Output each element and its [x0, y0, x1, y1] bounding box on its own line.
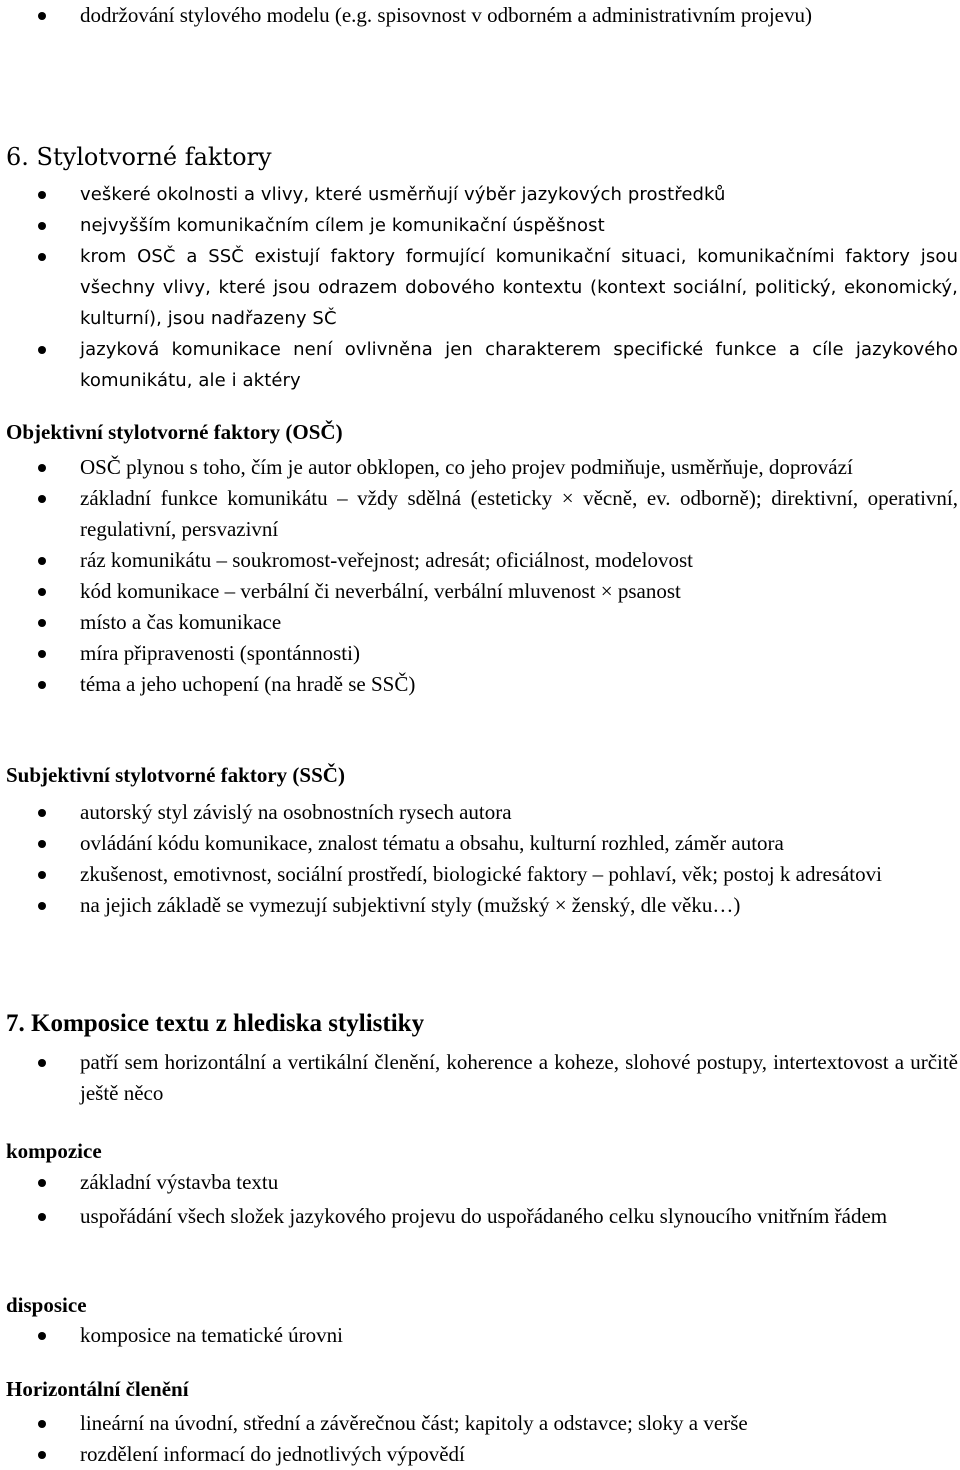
intro-list	[0, 0, 960, 31]
objective-block	[0, 452, 960, 700]
kompozice-block	[0, 1167, 960, 1232]
list-item: rozdělení informací do jednotlivých výpovědí	[0, 1439, 960, 1470]
list-item: veškeré okolnosti a vlivy, které usměrňují výběr jazykových prostředků	[0, 179, 960, 210]
section-6-block	[0, 179, 960, 396]
list-item: komposice na tematické úrovni	[0, 1320, 960, 1351]
list-item: ráz komunikátu – soukromost-veřejnost; adresát; oficiálnost, modelovost	[0, 545, 960, 576]
section-7-number: 7.	[6, 1010, 25, 1037]
list-item: nejvyšším komunikačním cílem je komunikační úspěšnost	[0, 210, 960, 241]
list-item: dodržování stylového modelu (e.g. spisovnost v odborném a administrativním projevu)	[0, 0, 960, 31]
list-item: míra připravenosti (spontánnosti)	[0, 638, 960, 669]
section-7-list	[0, 1047, 960, 1109]
horizontal-heading: Horizontální členění	[6, 1377, 189, 1401]
list-item: OSČ plynou s toho, čím je autor obklopen, co jeho projev podmiňuje, usměrňuje, doprovází	[0, 452, 960, 483]
horizontal-block	[0, 1408, 960, 1470]
list-item: zkušenost, emotivnost, sociální prostředí, biologické faktory – pohlaví, věk; postoj k adresátovi	[0, 859, 960, 890]
section-6-number: 6.	[6, 143, 29, 171]
horizontal-list	[0, 1408, 960, 1470]
list-item: autorský styl závislý na osobnostních rysech autora	[0, 797, 960, 828]
section-6-title: Stylotvorné faktory	[36, 143, 272, 171]
intro-block	[0, 0, 960, 31]
section-7-block	[0, 1047, 960, 1109]
list-item: základní výstavba textu	[0, 1167, 960, 1198]
list-item: kód komunikace – verbální či neverbální, verbální mluvenost × psanost	[0, 576, 960, 607]
list-item: ovládání kódu komunikace, znalost tématu a obsahu, kulturní rozhled, záměr autora	[0, 828, 960, 859]
section-6-list	[0, 179, 960, 396]
subjective-heading: Subjektivní stylotvorné faktory (SSČ)	[6, 763, 345, 787]
subjective-block	[0, 797, 960, 921]
disposice-block	[0, 1320, 960, 1351]
section-7-heading	[6, 1008, 424, 1040]
objective-heading: Objektivní stylotvorné faktory (OSČ)	[6, 420, 343, 444]
disposice-list	[0, 1320, 960, 1351]
list-item: základní funkce komunikátu – vždy sdělná (esteticky × věcně, ev. odborně); direktivní, operativní, regulativní, persvazivní	[0, 483, 960, 545]
list-item: téma a jeho uchopení (na hradě se SSČ)	[0, 669, 960, 700]
subjective-list	[0, 797, 960, 921]
kompozice-heading: kompozice	[6, 1139, 102, 1163]
disposice-heading: disposice	[6, 1293, 87, 1317]
list-item: jazyková komunikace není ovlivněna jen charakterem specifické funkce a cíle jazykového komunikátu, ale i aktéry	[0, 334, 960, 396]
objective-list	[0, 452, 960, 700]
list-item: uspořádání všech složek jazykového projevu do uspořádaného celku slynoucího vnitřním řádem	[0, 1201, 960, 1232]
section-7-title: Komposice textu z hlediska stylistiky	[31, 1010, 425, 1037]
list-item: na jejich základě se vymezují subjektivní styly (mužský × ženský, dle věku…)	[0, 890, 960, 921]
list-item: místo a čas komunikace	[0, 607, 960, 638]
list-item: lineární na úvodní, střední a závěrečnou část; kapitoly a odstavce; sloky a verše	[0, 1408, 960, 1439]
list-item: krom OSČ a SSČ existují faktory formující komunikační situaci, komunikačními faktory jsou všechny vlivy, které jsou odrazem dobového kontextu (kontext sociální, politický, ekonomický, kulturní), jsou nadřazeny SČ	[0, 241, 960, 334]
kompozice-list	[0, 1167, 960, 1232]
section-6-heading	[6, 141, 272, 173]
list-item: patří sem horizontální a vertikální členění, koherence a koheze, slohové postupy, intertextovost a určitě ještě něco	[0, 1047, 960, 1109]
